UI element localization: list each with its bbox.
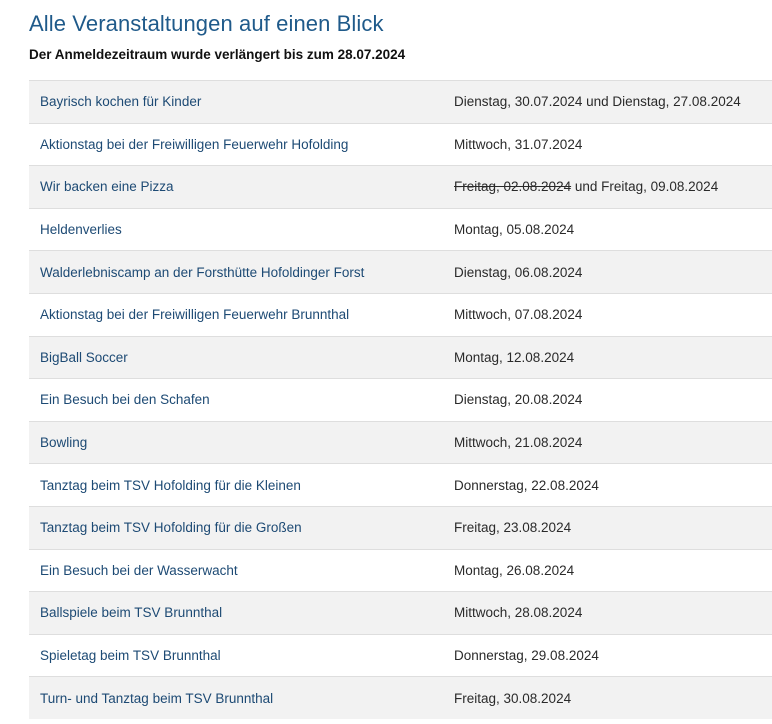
- event-date: Montag, 05.08.2024: [443, 208, 772, 251]
- event-name: Heldenverlies: [29, 208, 443, 251]
- event-name: Bayrisch kochen für Kinder: [29, 81, 443, 124]
- event-date: Montag, 26.08.2024: [443, 549, 772, 592]
- event-name: Aktionstag bei der Freiwilligen Feuerwehr Brunnthal: [29, 293, 443, 336]
- table-row: [29, 251, 772, 294]
- event-name: Ein Besuch bei den Schafen: [29, 379, 443, 422]
- table-row: [29, 208, 772, 251]
- event-name: BigBall Soccer: [29, 336, 443, 379]
- event-name: Spieletag beim TSV Brunnthal: [29, 634, 443, 677]
- event-name: Ein Besuch bei der Wasserwacht: [29, 549, 443, 592]
- table-row: [29, 506, 772, 549]
- table-row: [29, 336, 772, 379]
- event-date: Donnerstag, 22.08.2024: [443, 464, 772, 507]
- event-name: Ballspiele beim TSV Brunnthal: [29, 592, 443, 635]
- table-row: [29, 421, 772, 464]
- event-name: Tanztag beim TSV Hofolding für die Großen: [29, 506, 443, 549]
- event-date: Mittwoch, 07.08.2024: [443, 293, 772, 336]
- table-row: [29, 549, 772, 592]
- event-date: Freitag, 23.08.2024: [443, 506, 772, 549]
- table-row: [29, 634, 772, 677]
- event-date: Dienstag, 20.08.2024: [443, 379, 772, 422]
- table-row: [29, 166, 772, 209]
- table-row: [29, 379, 772, 422]
- registration-notice: Der Anmeldezeitraum wurde verlängert bis zum 28.07.2024: [29, 47, 406, 62]
- event-name: Bowling: [29, 421, 443, 464]
- page-title: Alle Veranstaltungen auf einen Blick: [29, 11, 384, 36]
- event-date: Mittwoch, 28.08.2024: [443, 592, 772, 635]
- event-name: Wir backen eine Pizza: [29, 166, 443, 209]
- table-row: [29, 677, 772, 720]
- event-name: Tanztag beim TSV Hofolding für die Kleinen: [29, 464, 443, 507]
- table-row: [29, 81, 772, 124]
- event-name: Turn- und Tanztag beim TSV Brunnthal: [29, 677, 443, 720]
- event-date: Mittwoch, 31.07.2024: [443, 123, 772, 166]
- event-date: Freitag, 30.08.2024: [443, 677, 772, 720]
- cancelled-date: Freitag, 02.08.2024: [454, 179, 572, 195]
- event-date: Dienstag, 06.08.2024: [443, 251, 772, 294]
- event-date: [443, 166, 772, 209]
- table-row: [29, 464, 772, 507]
- event-date: Mittwoch, 21.08.2024: [443, 421, 772, 464]
- table-row: [29, 123, 772, 166]
- event-date: Donnerstag, 29.08.2024: [443, 634, 772, 677]
- event-name: Walderlebniscamp an der Forsthütte Hofoldinger Forst: [29, 251, 443, 294]
- new-date: und Freitag, 09.08.2024: [571, 179, 719, 195]
- events-table: [29, 80, 772, 719]
- event-date: Dienstag, 30.07.2024 und Dienstag, 27.08.2024: [443, 81, 772, 124]
- event-name: Aktionstag bei der Freiwilligen Feuerwehr Hofolding: [29, 123, 443, 166]
- table-row: [29, 592, 772, 635]
- event-date: Montag, 12.08.2024: [443, 336, 772, 379]
- table-row: [29, 293, 772, 336]
